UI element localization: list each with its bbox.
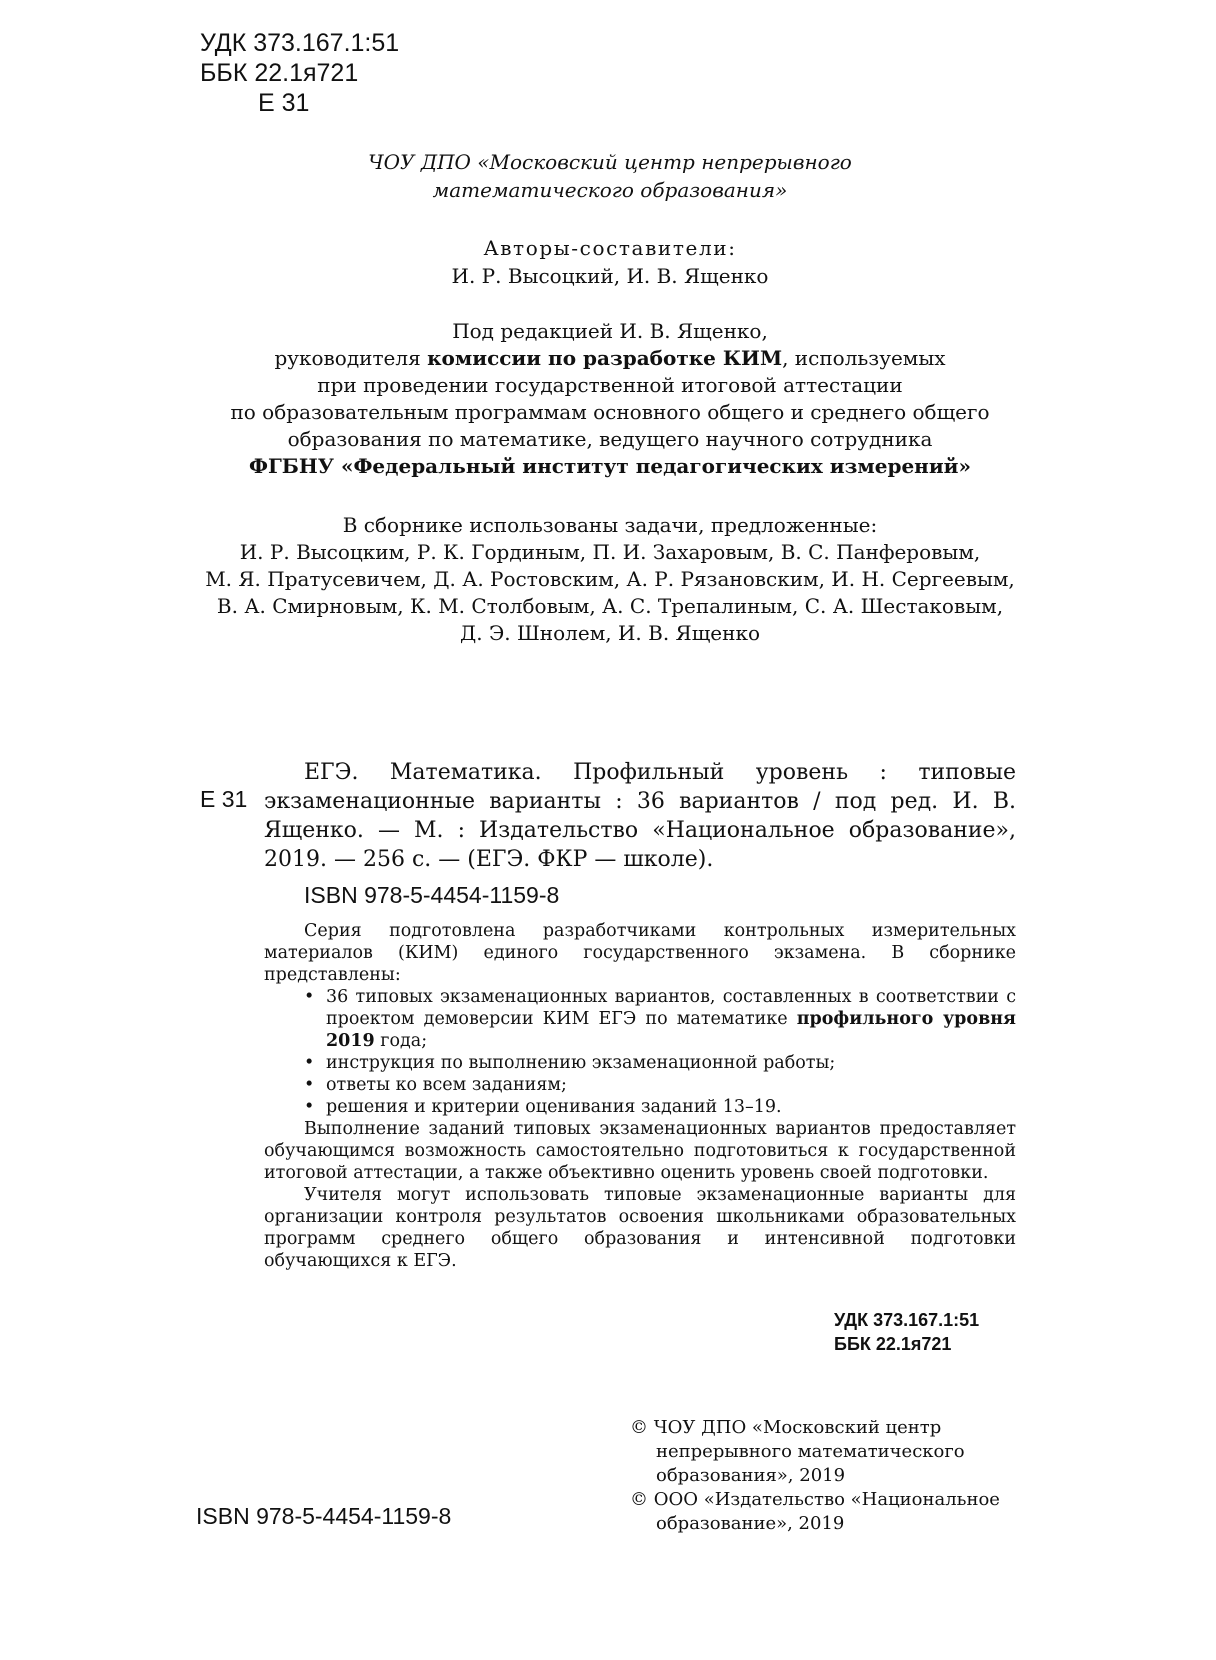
bullet-icon: • xyxy=(304,1097,315,1117)
bullet-icon: • xyxy=(304,1053,315,1073)
editor-institute: ФГБНУ «Федеральный институт педагогических измерений» xyxy=(248,454,971,478)
author-mark: Е 31 xyxy=(258,89,310,117)
editor-line-2 xyxy=(170,345,1050,372)
editor-line-2-pre: руководителя xyxy=(274,346,421,370)
tasks-line-1: И. Р. Высоцким, Р. К. Гординым, П. И. Захаровым, В. С. Панферовым, xyxy=(239,540,981,564)
organization-line-2: математического образования» xyxy=(432,178,788,202)
tasks-line-4: Д. Э. Шнолем, И. В. Ященко xyxy=(459,621,761,645)
list-item-3: ответы ко всем заданиям; xyxy=(326,1075,567,1095)
list-item-1-bold: профильного уровня 2019 xyxy=(326,1009,1016,1051)
authors-names: И. Р. Высоцкий, И. В. Ященко xyxy=(451,264,769,288)
bibliographic-description xyxy=(264,758,1016,874)
bbk-code: ББК 22.1я721 xyxy=(200,59,359,87)
organization xyxy=(170,148,1050,204)
udk-code: УДК 373.167.1:51 xyxy=(200,29,400,57)
editor-line-2-post: , используемых xyxy=(782,346,946,370)
copyright-line-3: образования», 2019 xyxy=(656,1465,846,1486)
classification-udk: УДК 373.167.1:51 xyxy=(834,1310,980,1330)
authors-heading: Авторы-составители: xyxy=(483,236,737,260)
classification-codes xyxy=(834,1308,979,1356)
copyright-line-2: непрерывного математического xyxy=(656,1441,965,1462)
editor-line-3: при проведении государственной итоговой аттестации xyxy=(317,373,903,397)
top-codes xyxy=(200,28,399,118)
tasks-line-3: В. А. Смирновым, К. М. Столбовым, А. С. Трепалиным, С. А. Шестаковым, xyxy=(216,594,1004,618)
copyright-block xyxy=(630,1416,1000,1536)
list-item xyxy=(264,1074,1016,1096)
authors xyxy=(170,234,1050,290)
classification-bbk: ББК 22.1я721 xyxy=(834,1334,952,1354)
list-item xyxy=(264,986,1016,1052)
editor-block xyxy=(170,318,1050,480)
editor-line-5: образования по математике, ведущего научного сотрудника xyxy=(287,427,933,451)
bibliographic-text: ЕГЭ. Математика. Профильный уровень : типовые экзаменационные варианты : 36 вариантов / под ред. И. В. Ященко. — М. : Издательство «Национальное образование», 2019. — 256 с. — (ЕГЭ. ФКР — школе). xyxy=(264,760,1016,872)
editor-line-1: Под редакцией И. В. Ященко, xyxy=(452,319,768,343)
isbn-main: ISBN 978-5-4454-1159-8 xyxy=(304,882,560,908)
list-item-2: инструкция по выполнению экзаменационной работы; xyxy=(326,1053,836,1073)
editor-line-4: по образовательным программам основного общего и среднего общего xyxy=(230,400,990,424)
copyright-line-1: © ЧОУ ДПО «Московский центр xyxy=(630,1417,942,1438)
editor-line-6 xyxy=(170,453,1050,480)
list-item-1-post: года; xyxy=(380,1031,428,1051)
copyright-line-4: © ООО «Издательство «Национальное xyxy=(630,1489,1000,1510)
bibliographic-side-code: Е 31 xyxy=(200,786,248,812)
list-item-4: решения и критерии оценивания заданий 13–19. xyxy=(326,1097,782,1117)
annotation-para-2: Выполнение заданий типовых экзаменационных вариантов предоставляет обучающимся возможность самостоятельно подготовиться к государственной итоговой аттестации, а также объективно оценить уровень своей подготовки. xyxy=(264,1119,1016,1183)
tasks-line-2: М. Я. Пратусевичем, Д. А. Ростовским, А. Р. Рязановским, И. Н. Сергеевым, xyxy=(205,567,1015,591)
organization-line-1: ЧОУ ДПО «Московский центр непрерывного xyxy=(368,150,852,174)
annotation-para-3: Учителя могут использовать типовые экзаменационные варианты для организации контроля результатов освоения школьниками образовательных программ среднего общего образования и интенсивной подготовки обучающихся к ЕГЭ. xyxy=(264,1185,1016,1271)
copyright-line-5: образование», 2019 xyxy=(656,1513,845,1534)
list-item-1-pre: 36 типовых экзаменационных вариантов, составленных в соответствии с проектом демоверсии КИМ ЕГЭ по математике xyxy=(326,987,1016,1029)
list-item xyxy=(264,1052,1016,1074)
annotation-list xyxy=(264,986,1016,1118)
editor-line-2-bold: комиссии по разработке КИМ xyxy=(427,346,783,370)
bullet-icon: • xyxy=(304,987,315,1007)
annotation-para-1: Серия подготовлена разработчиками контрольных измерительных материалов (КИМ) единого государственного экзамена. В сборнике представлены: xyxy=(264,921,1016,985)
task-contributors xyxy=(170,512,1050,647)
isbn-footer: ISBN 978-5-4454-1159-8 xyxy=(196,1503,452,1529)
annotation xyxy=(264,920,1016,1272)
list-item xyxy=(264,1096,1016,1118)
bullet-icon: • xyxy=(304,1075,315,1095)
tasks-intro: В сборнике использованы задачи, предложенные: xyxy=(342,513,878,537)
